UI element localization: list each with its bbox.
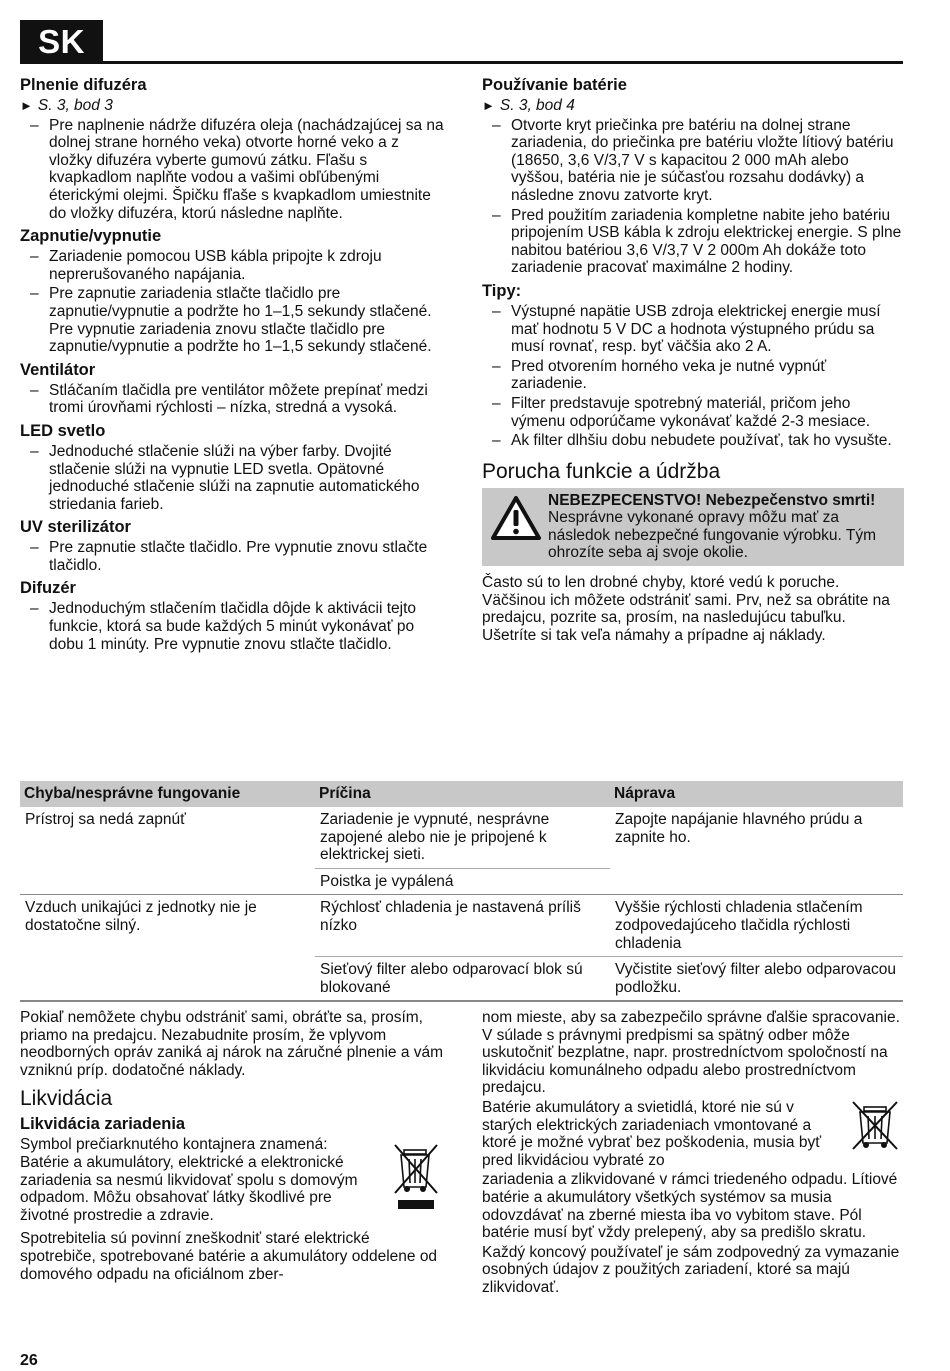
cause-cell: Sieťový filter alebo odparovací blok sú blokované bbox=[315, 957, 610, 1002]
battery-list bbox=[482, 117, 904, 277]
filling-heading: Plnenie difuzéra bbox=[20, 76, 147, 94]
consumers-paragraph-continued: nom mieste, aby sa zabezpečilo správne ďalšie spracovanie. V súlade s právnymi predpismi sa spätný odber môže uskutočniť bezplatne, napr. prostredníctvom spoločností na likvidáciu komunálneho odpadu alebo prostredníctvom predajcu. bbox=[482, 1009, 900, 1097]
column-header: Chyba/nesprávne fungovanie bbox=[20, 781, 315, 807]
led-list bbox=[20, 443, 445, 513]
symbol-block bbox=[20, 1136, 445, 1226]
table-row bbox=[20, 807, 903, 868]
header-rule bbox=[20, 61, 903, 64]
fault-cell: Vzduch unikajúci z jednotky nie je dostatočne silný. bbox=[20, 895, 315, 1001]
fault-cell: Prístroj sa nedá zapnúť bbox=[20, 807, 315, 895]
list-item: – Jednoduché stlačenie slúži na výber farby. Dvojité stlačenie slúži na vypnutie LED svetla. Opätovné jednoduché stlačenie slúži na zapnutie automatického striedania farieb. bbox=[20, 443, 445, 513]
battery-heading: Používanie batérie bbox=[482, 76, 627, 94]
triangle-right-icon: ► bbox=[482, 98, 495, 113]
consumers-paragraph: Spotrebitelia sú povinní zneškodniť staré elektrické spotrebiče, spotrebované batérie a akumulátory oddelene od domového odpadu na oficiálnom zber- bbox=[20, 1230, 438, 1283]
contact-paragraph: Pokiaľ nemôžete chybu odstrániť sami, obráťte sa, prosím, priamo na predajcu. Nezabudnite prosím, že vplyvom neodborných opráv zaniká aj nárok na záručné plnenie a vám vzniknú príp. dodatočné náklady. bbox=[20, 1009, 444, 1079]
list-item: – Ak filter dlhšiu dobu nebudete používať, tak ho vysušte. bbox=[482, 432, 904, 450]
triangle-right-icon: ► bbox=[20, 98, 33, 113]
diffuser-list bbox=[20, 600, 445, 653]
power-list bbox=[20, 248, 445, 356]
list-item: – Jednoduchým stlačením tlačidla dôjde k aktivácii tejto funkcie, ktorá sa bude každých 5 minút vykonávať po dobu 1 minúty. Pre vypnutie znovu stlačte tlačidlo. bbox=[20, 600, 445, 653]
filling-list bbox=[20, 117, 445, 223]
list-item: – Výstupné napätie USB zdroja elektrickej energie musí mať hodnotu 5 V DC a hodnota výstupného prúdu sa musí rovnať, resp. byť väčšia ako 2 A. bbox=[482, 303, 904, 356]
column-header: Príčina bbox=[315, 781, 610, 807]
list-item: – Pred otvorením horného veka je nutné vypnúť zariadenie. bbox=[482, 358, 904, 393]
malfunction-heading: Porucha funkcie a údržba bbox=[482, 459, 721, 483]
danger-notice bbox=[482, 488, 904, 566]
list-item: – Filter predstavuje spotrebný materiál, pričom jeho výmenu odporúčame vykonávať každé 2-3 mesiace. bbox=[482, 395, 904, 430]
fix-cell: Vyššie rýchlosti chladenia stlačením zodpovedajúceho tlačidla rýchlosti chladenia bbox=[610, 895, 903, 957]
fix-cell: Vyčistite sieťový filter alebo odparovacou podložku. bbox=[610, 957, 903, 1002]
batteries-block bbox=[482, 1099, 904, 1171]
list-item: – Pred použitím zariadenia kompletne nabite jeho batériu pripojením USB kábla k zdroju elektrickej energie. S plne nabitou batériou 3,6 V/3,7 V 2 000m Ah dokáže toto zariadenie pracovať maximálne 2 hodiny. bbox=[482, 207, 904, 277]
troubleshooting-table bbox=[20, 781, 903, 1002]
cause-cell: Zariadenie je vypnuté, nesprávne zapojené alebo nie je pripojené k elektrickej sieti. bbox=[315, 807, 610, 868]
list-item: – Stláčaním tlačidla pre ventilátor môžete prepínať medzi tromi úrovňami rýchlosti – nízka, stredná a vysoká. bbox=[20, 382, 445, 417]
column-header: Náprava bbox=[610, 781, 903, 807]
disposal-right-column bbox=[482, 1009, 904, 1299]
table-row bbox=[20, 895, 903, 957]
filling-ref: ► S. 3, bod 3 bbox=[20, 97, 113, 114]
fan-heading: Ventilátor bbox=[20, 360, 96, 379]
malfunction-intro: Často sú to len drobné chyby, ktoré vedú k poruche. Väčšinou ich môžete odstrániť sami. Prv, než sa obrátite na predajcu, pozrite sa, prosím, na nasledujúcu tabuľku. Ušetríte si tak veľa námahy a prípadne aj náklady. bbox=[482, 574, 890, 644]
power-heading: Zapnutie/vypnutie bbox=[20, 227, 162, 246]
table-header-row bbox=[20, 781, 903, 807]
fix-cell: Zapojte napájanie hlavného prúdu a zapnite ho. bbox=[610, 807, 903, 895]
page-number: 26 bbox=[20, 1352, 38, 1369]
warning-triangle-icon bbox=[486, 492, 546, 562]
led-heading: LED svetlo bbox=[20, 421, 106, 440]
disposal-left-column bbox=[20, 1009, 445, 1285]
list-item: – Pre zapnutie stlačte tlačidlo. Pre vypnutie znovu stlačte tlačidlo. bbox=[20, 539, 445, 574]
danger-text: NEBEZPECENSTVO! Nebezpečenstvo smrti! Nesprávne vykonané opravy môžu mať za následok nebezpečné fungovanie výrobku. Tým ohrozíte seba aj svoje okolie. bbox=[548, 491, 877, 562]
fan-list bbox=[20, 382, 445, 417]
battery-ref: ► S. 3, bod 4 bbox=[482, 97, 575, 114]
cause-cell: Rýchlosť chladenia je nastavená príliš nízko bbox=[315, 895, 610, 957]
diffuser-heading: Difuzér bbox=[20, 579, 76, 598]
list-item: – Pre naplnenie nádrže difuzéra oleja (nachádzajúcej sa na dolnej strane horného veka) otvorte horné veko a z vložky difuzéra vyberte gumovú zátku. Fľašu s kvapkadlom naplňte vodou a vašimi obľúbenými éterickými olejmi. Špičku fľaše s kvapkadlom umiestnite do vložky difuzéra, ktorú následne naplňte. bbox=[20, 117, 445, 223]
crossed-bin-icon bbox=[387, 1136, 445, 1226]
symbol-paragraph: Symbol prečiarknutého kontajnera znamená: Batérie a akumulátory, elektrické a elektronické zariadenia sa nesmú likvidovať spolu s domovým odpadom. Môžu obsahovať látky škodlivé pre životné prostredie a zdravie. bbox=[20, 1136, 358, 1224]
batteries-paragraph-continued: zariadenia a zlikvidované v rámci triedeného odpadu. Lítiové batérie a akumulátory všetkých systémov sa musia odovzdávať na zberné miesta iba vo vybitom stave. Pól batérie musí byť vždy prelepený, aby sa predišlo skratu. bbox=[482, 1171, 898, 1242]
device-disposal-heading: Likvidácia zariadenia bbox=[20, 1115, 186, 1134]
language-badge: SK bbox=[20, 20, 103, 64]
uv-heading: UV sterilizátor bbox=[20, 518, 131, 537]
cause-cell: Poistka je vypálená bbox=[315, 868, 610, 895]
user-paragraph: Každý koncový používateľ je sám zodpovedný za vymazanie osobných údajov z použitých zariadení, ktoré sa majú zlikvidovať. bbox=[482, 1243, 900, 1296]
list-item: – Zariadenie pomocou USB kábla pripojte k zdroju neprerušovaného napájania. bbox=[20, 248, 445, 283]
list-item: – Pre zapnutie zariadenia stlačte tlačidlo pre zapnutie/vypnutie a podržte ho 1–1,5 sekundy stlačené. Pre vypnutie zariadenia znovu stlačte tlačidlo pre zapnutie/vypnutie a podržte ho 1–1,5 sekundy stlačené. bbox=[20, 285, 445, 355]
right-column bbox=[482, 76, 904, 646]
crossed-bin-icon bbox=[846, 1099, 904, 1171]
list-item: – Otvorte kryt priečinka pre batériu na dolnej strane zariadenia, do priečinka pre batériu vložte lítiový batériu (18650, 3,6 V/3,7 V s kapacitou 2 000 mAh alebo vyššou, batéria nie je súčasťou rozsahu dodávky) a následne znovu zatvorte kryt. bbox=[482, 117, 904, 205]
tips-heading: Tipy: bbox=[482, 281, 522, 300]
disposal-heading: Likvidácia bbox=[20, 1087, 113, 1111]
batteries-paragraph: Batérie akumulátory a svietidlá, ktoré nie sú v starých elektrických zariadeniach vmontované a ktoré je možné vybrať bez poškodenia, musia byť pred likvidáciou vybraté zo bbox=[482, 1098, 822, 1169]
left-column bbox=[20, 76, 445, 655]
tips-list bbox=[482, 303, 904, 450]
uv-list bbox=[20, 539, 445, 574]
